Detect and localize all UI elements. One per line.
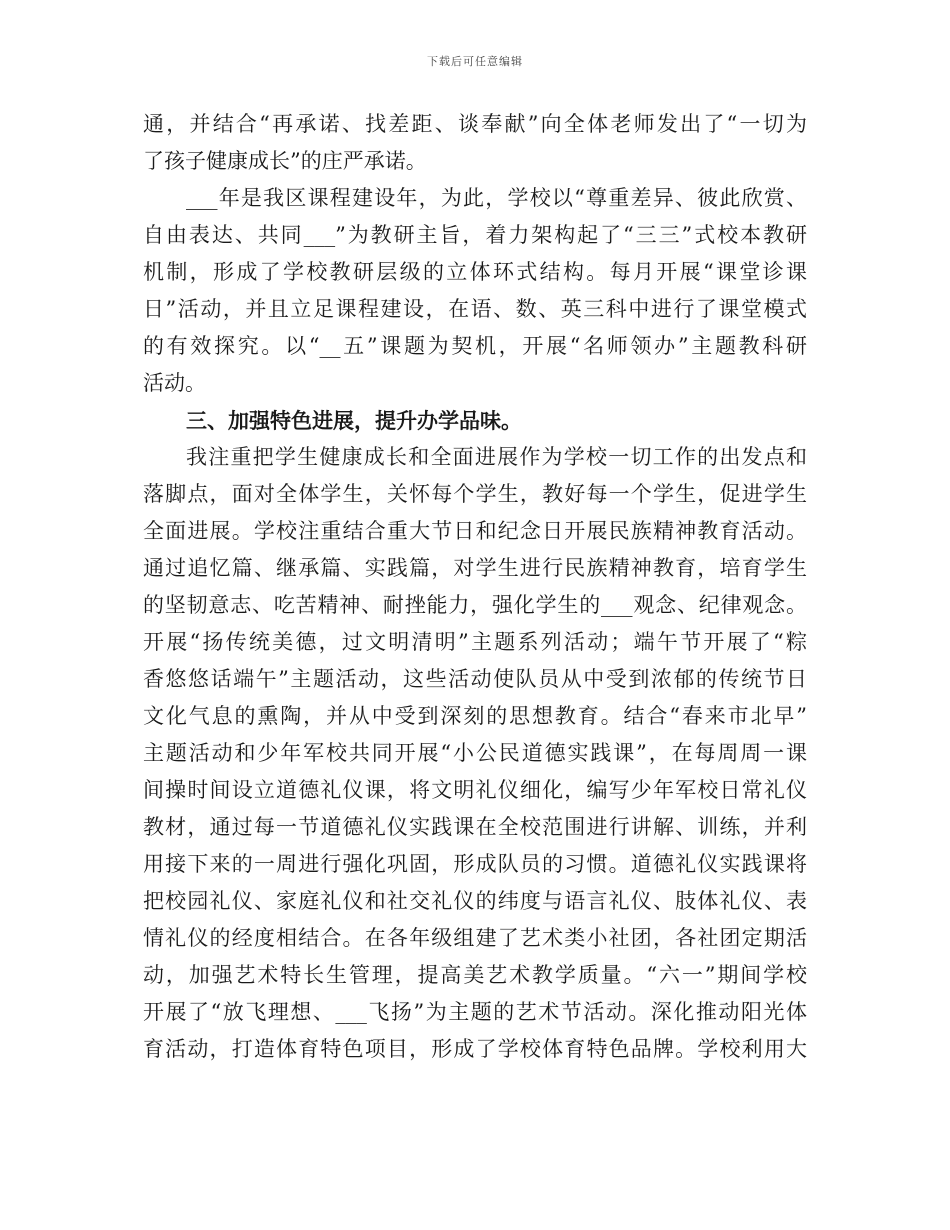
text-line: 通过追忆篇、继承篇、实践篇，对学生进行民族精神教育，培育学生 bbox=[143, 556, 807, 580]
text-line: 的坚韧意志、吃苦精神、耐挫能力，强化学生的___观念、纪律观念。 bbox=[143, 593, 807, 617]
text-line: 全面进展。学校注重结合重大节日和纪念日开展民族精神教育活动。 bbox=[143, 519, 807, 543]
text-line: 情礼仪的经度相结合。在各年级组建了艺术类小社团，各社团定期活 bbox=[143, 926, 807, 950]
section-heading: 三、加强特色进展，提升办学品味。 bbox=[186, 408, 522, 433]
text-line: 用接下来的一周进行强化巩固，形成队员的习惯。道德礼仪实践课将 bbox=[143, 852, 807, 876]
text-line: 通，并结合“再承诺、找差距、谈奉献”向全体老师发出了“一切为 bbox=[143, 112, 807, 136]
text-line: 日”活动，并且立足课程建设，在语、数、英三科中进行了课堂模式 bbox=[143, 297, 807, 321]
document-body bbox=[143, 106, 807, 1068]
text-line: 教材，通过每一节道德礼仪实践课在全校范围进行讲解、训练，并利 bbox=[143, 815, 807, 839]
text-line: 活动。 bbox=[143, 371, 206, 395]
text-line: ___年是我区课程建设年，为此，学校以“尊重差异、彼此欣赏、 bbox=[186, 186, 807, 210]
text-line: 动，加强艺术特长生管理，提高美艺术教学质量。“六一”期间学校 bbox=[143, 963, 807, 987]
text-line: 了孩子健康成长”的庄严承诺。 bbox=[143, 149, 427, 173]
text-line: 的有效探究。以“__五”课题为契机，开展“名师领办”主题教科研 bbox=[143, 334, 807, 358]
text-line: 育活动，打造体育特色项目，形成了学校体育特色品牌。学校利用大 bbox=[143, 1037, 807, 1061]
text-line: 机制，形成了学校教研层级的立体环式结构。每月开展“课堂诊课 bbox=[143, 260, 807, 284]
page-header: 下载后可任意编辑 bbox=[427, 55, 523, 68]
text-line: 落脚点，面对全体学生，关怀每个学生，教好每一个学生，促进学生 bbox=[143, 482, 807, 506]
text-line: 香悠悠话端午”主题活动，这些活动使队员从中受到浓郁的传统节日 bbox=[143, 667, 807, 691]
text-line: 主题活动和少年军校共同开展“小公民道德实践课”，在每周周一课 bbox=[143, 741, 807, 765]
text-line: 自由表达、共同___”为教研主旨，着力架构起了“三三”式校本教研 bbox=[143, 223, 807, 247]
text-line: 开展“扬传统美德，过文明清明”主题系列活动；端午节开展了“粽 bbox=[143, 630, 807, 654]
text-line: 把校园礼仪、家庭礼仪和社交礼仪的纬度与语言礼仪、肢体礼仪、表 bbox=[143, 889, 807, 913]
text-line: 文化气息的熏陶，并从中受到深刻的思想教育。结合“春来市北早” bbox=[143, 704, 807, 728]
text-line: 我注重把学生健康成长和全面进展作为学校一切工作的出发点和 bbox=[186, 445, 807, 469]
text-line: 间操时间设立道德礼仪课，将文明礼仪细化，编写少年军校日常礼仪 bbox=[143, 778, 807, 802]
text-line: 开展了“放飞理想、___飞扬”为主题的艺术节活动。深化推动阳光体 bbox=[143, 1000, 807, 1024]
